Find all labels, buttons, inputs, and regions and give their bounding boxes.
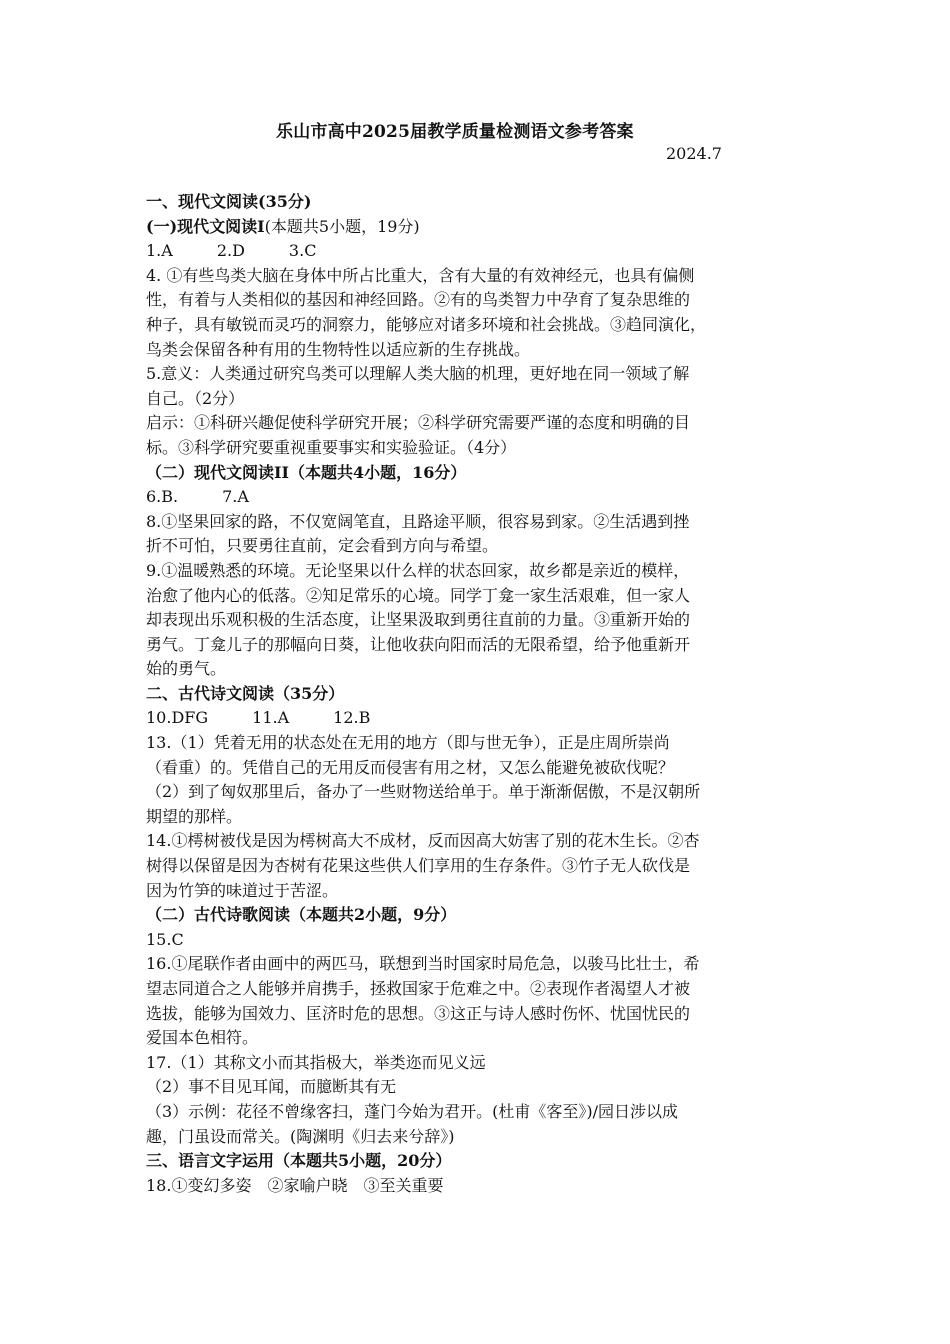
answer-line: 趣，门虽设而常关。(陶渊明《归去来兮辞》): [146, 1126, 455, 1146]
section-heading: 三、语言文字运用（本题共5小题，20分）: [146, 1151, 452, 1171]
answer-line: [146, 215, 816, 240]
answer-line: 始的勇气。: [146, 659, 227, 679]
subsection-detail: (本题共5小题，19分): [264, 216, 420, 236]
choice-answer: 1.A: [146, 241, 173, 261]
answer-line: 折不可怕，只要勇往直前，定会看到方向与希望。: [146, 536, 499, 556]
answer-line: 治愈了他内心的低落。②知足常乐的心境。同学丁龛一家生活艰难，但一家人: [146, 585, 691, 605]
choice-answer: 2.D: [216, 241, 245, 261]
answer-line: （2）事不目见耳闻，而臆断其有无: [146, 1077, 397, 1097]
choice-answer: 12.B: [333, 708, 371, 728]
subsection-label: (一)现代文阅读Ⅰ: [146, 216, 265, 236]
choice-answer: 11.A: [252, 708, 290, 728]
answer-line: 性，有着与人类相似的基因和神经回路。②有的鸟类智力中孕育了复杂思维的: [146, 290, 691, 310]
section-heading: （二）现代文阅读II（本题共4小题，16分）: [146, 462, 467, 482]
answer-line: 18.①变幻多姿 ②家喻户晓 ③至关重要: [146, 1175, 444, 1195]
section-heading: （二）古代诗歌阅读（本题共2小题，9分）: [146, 905, 457, 925]
page-title: 乐山市高中2025届教学质量检测语文参考答案: [276, 122, 634, 142]
answer-line: 树得以保留是因为杏树有花果这些供人们享用的生存条件。③竹子无人砍伐是: [146, 856, 691, 876]
answer-line: 因为竹笋的味道过于苦涩。: [146, 880, 339, 900]
answer-line: 16.①尾联作者由画中的两匹马，联想到当时国家时局危急，以骏马比壮士，希: [146, 954, 700, 974]
answer-line: 鸟类会保留各种有用的生物特性以适应新的生存挑战。: [146, 339, 531, 359]
answer-line: 9.①温暖熟悉的环境。无论坚果以什么样的状态回家，故乡都是亲近的模样，: [146, 560, 690, 580]
answer-line: 13.（1）凭着无用的状态处在无用的地方（即与世无争），正是庄周所崇尚: [146, 733, 670, 753]
answer-line: （2）到了匈奴那里后，备办了一些财物送给单于。单于渐渐倨傲，不是汉朝所: [146, 782, 701, 802]
answer-line: 自己。（2分）: [146, 388, 245, 408]
answer-line: （看重）的。凭借自己的无用反而侵害有用之材，又怎么能避免被砍伐呢？: [146, 757, 675, 777]
answer-line: 4. ①有些鸟类大脑在身体中所占比重大，含有大量的有效神经元，也具有偏侧: [146, 265, 695, 285]
answer-line: 17.（1）其称文小而其指极大，举类迩而见义远: [146, 1052, 486, 1072]
answer-line: 8.①坚果回家的路，不仅宽阔笔直，且路途平顺，很容易到家。②生活遇到挫: [146, 511, 690, 531]
answer-line: 14.①樗树被伐是因为樗树高大不成材，反而因高大妨害了别的花木生长。②杏: [146, 831, 700, 851]
answer-line: （3）示例：花径不曾缘客扫，蓬门今始为君开。(杜甫《客至》)/园日涉以成: [146, 1101, 679, 1121]
choice-answer: 6.B.: [146, 487, 179, 507]
choice-answer: 3.C: [288, 241, 317, 261]
answer-line: 15.C: [146, 929, 184, 949]
answer-line: 启示：①科研兴趣促使科学研究开展；②科学研究需要严谨的态度和明确的目: [146, 413, 691, 433]
answer-line: 5.意义：人类通过研究鸟类可以理解人类大脑的机理，更好地在同一领域了解: [146, 364, 690, 384]
section-heading: 二、古代诗文阅读（35分）: [146, 683, 345, 703]
answer-line: [146, 239, 816, 264]
choice-answer: 7.A: [222, 487, 249, 507]
answer-line: 种子，具有敏锐而灵巧的洞察力，能够应对诸多环境和社会挑战。③趋同演化，: [146, 314, 707, 334]
choice-answer: 10.DFG: [146, 708, 209, 728]
section-heading: 一、现代文阅读(35分): [146, 192, 312, 211]
answer-line: 爱国本色相符。: [146, 1028, 259, 1048]
answer-line: 望志同道合之人能够并肩携手，拯救国家于危难之中。②表现作者渴望人才被: [146, 979, 691, 998]
document-date: 2024.7: [666, 144, 722, 163]
answer-line: 勇气。丁龛儿子的那幅向日葵，让他收获向阳而活的无限希望，给予他重新开: [146, 634, 691, 654]
answer-line: 选拔，能够为国效力、匡济时危的思想。③这正与诗人感时伤怀、忧国忧民的: [146, 1003, 691, 1023]
answer-line: 标。③科学研究要重视重要事实和实验验证。（4分）: [146, 437, 517, 457]
answer-line: 却表现出乐观积极的生活态度，让坚果汲取到勇往直前的力量。③重新开始的: [146, 610, 691, 630]
answer-body: [146, 190, 816, 1198]
answer-line: 期望的那样。: [146, 806, 243, 826]
answer-line: [146, 485, 816, 510]
answer-line: [146, 706, 816, 731]
